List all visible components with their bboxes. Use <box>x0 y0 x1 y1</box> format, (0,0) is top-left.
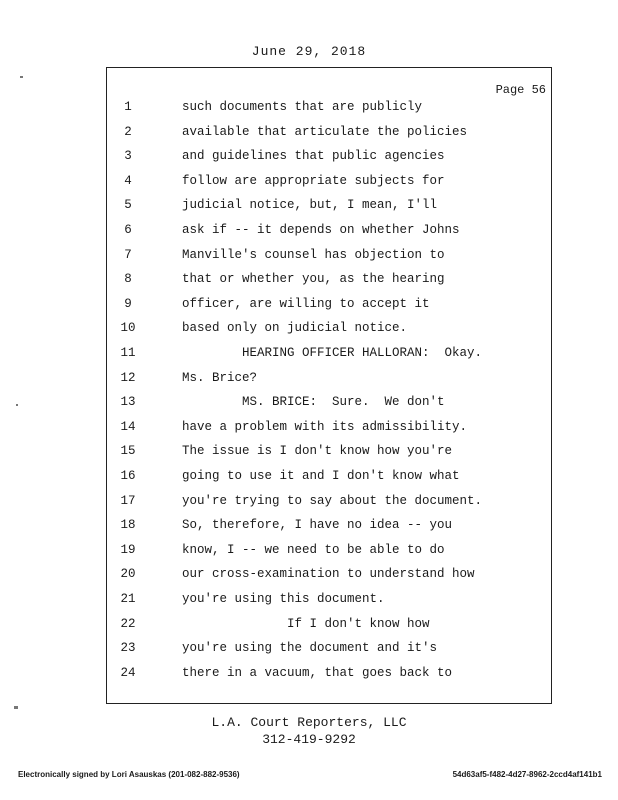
line-text: The issue is I don't know how you're <box>182 444 453 459</box>
line-number: 23 <box>120 641 136 656</box>
transcript-line <box>0 395 618 419</box>
line-text: you're using this document. <box>182 592 385 606</box>
line-text: ask if -- it depends on whether Johns <box>182 223 460 237</box>
transcript-line <box>0 371 618 395</box>
line-text: that or whether you, as the hearing <box>182 272 445 287</box>
line-number: 17 <box>120 493 136 508</box>
line-text: going to use it and I don't know what <box>182 469 460 483</box>
line-number: 12 <box>120 370 136 385</box>
line-number: 19 <box>120 542 136 557</box>
line-text: you're using the document and it's <box>182 641 438 656</box>
transcript-line <box>0 198 618 222</box>
transcript-line <box>0 297 618 321</box>
line-number: 8 <box>124 272 132 287</box>
line-number: 9 <box>124 296 132 311</box>
line-text: officer, are willing to accept it <box>182 296 430 311</box>
transcript-line <box>0 543 618 567</box>
transcript-line <box>0 518 618 542</box>
line-number: 4 <box>124 173 132 188</box>
transcript-line <box>0 248 618 272</box>
transcript-line <box>0 617 618 641</box>
transcript-line <box>0 125 618 149</box>
transcript-line <box>0 321 618 345</box>
transcript-line <box>0 469 618 493</box>
transcript-line <box>0 420 618 444</box>
line-text: such documents that are publicly <box>182 100 423 114</box>
transcript-line <box>0 346 618 370</box>
line-text: So, therefore, I have no idea -- you <box>182 518 453 533</box>
page-number: Page 56 <box>495 83 546 97</box>
scan-mark <box>20 76 23 78</box>
line-number: 14 <box>120 419 136 434</box>
line-number: 22 <box>120 616 136 631</box>
line-text: based only on judicial notice. <box>182 321 408 336</box>
court-reporter-name: L.A. Court Reporters, LLC <box>211 715 407 730</box>
line-text: If I don't know how <box>182 616 430 631</box>
line-number: 6 <box>124 223 132 237</box>
transcript-line <box>0 223 618 247</box>
transcript-line <box>0 149 618 173</box>
line-text: our cross-examination to understand how <box>182 567 475 582</box>
line-number: 16 <box>120 469 136 483</box>
line-number: 11 <box>120 346 136 360</box>
line-text: you're trying to say about the document. <box>182 493 483 508</box>
line-number: 1 <box>124 100 132 114</box>
transcript-line <box>0 592 618 616</box>
line-number: 7 <box>124 247 132 262</box>
transcript-line <box>0 666 618 690</box>
transcript-date: June 29, 2018 <box>251 44 367 59</box>
transcript-line <box>0 100 618 124</box>
transcript-line <box>0 567 618 591</box>
line-text: follow are appropriate subjects for <box>182 173 445 188</box>
line-text: HEARING OFFICER HALLORAN: Okay. <box>182 346 483 360</box>
line-text: judicial notice, but, I mean, I'll <box>182 198 438 213</box>
scan-mark <box>14 706 18 709</box>
transcript-line <box>0 641 618 665</box>
line-text: and guidelines that public agencies <box>182 149 445 164</box>
transcript-line <box>0 494 618 518</box>
line-number: 15 <box>120 444 136 459</box>
line-number: 5 <box>124 198 132 213</box>
line-text: available that articulate the policies <box>182 124 468 139</box>
line-text: have a problem with its admissibility. <box>182 419 468 434</box>
electronic-signature: Electronically signed by Lori Asauskas (201-082-882-9536) <box>18 770 240 779</box>
line-text: Manville's counsel has objection to <box>182 247 445 262</box>
line-number: 20 <box>120 567 136 582</box>
line-text: Ms. Brice? <box>182 370 258 385</box>
line-number: 3 <box>124 149 132 164</box>
transcript-line <box>0 174 618 198</box>
line-text: MS. BRICE: Sure. We don't <box>182 395 445 410</box>
line-number: 13 <box>120 395 136 410</box>
line-text: there in a vacuum, that goes back to <box>182 665 453 680</box>
line-number: 21 <box>120 592 136 606</box>
line-number: 2 <box>124 124 132 139</box>
transcript-line <box>0 272 618 296</box>
transcript-line <box>0 444 618 468</box>
line-number: 10 <box>120 321 136 336</box>
court-reporter-phone: 312-419-9292 <box>262 732 356 747</box>
scan-mark <box>16 404 18 406</box>
line-number: 24 <box>120 665 136 680</box>
line-text: know, I -- we need to be able to do <box>182 542 445 557</box>
document-id: 54d63af5-f482-4d27-8962-2ccd4af141b1 <box>452 770 602 779</box>
line-number: 18 <box>120 518 136 533</box>
